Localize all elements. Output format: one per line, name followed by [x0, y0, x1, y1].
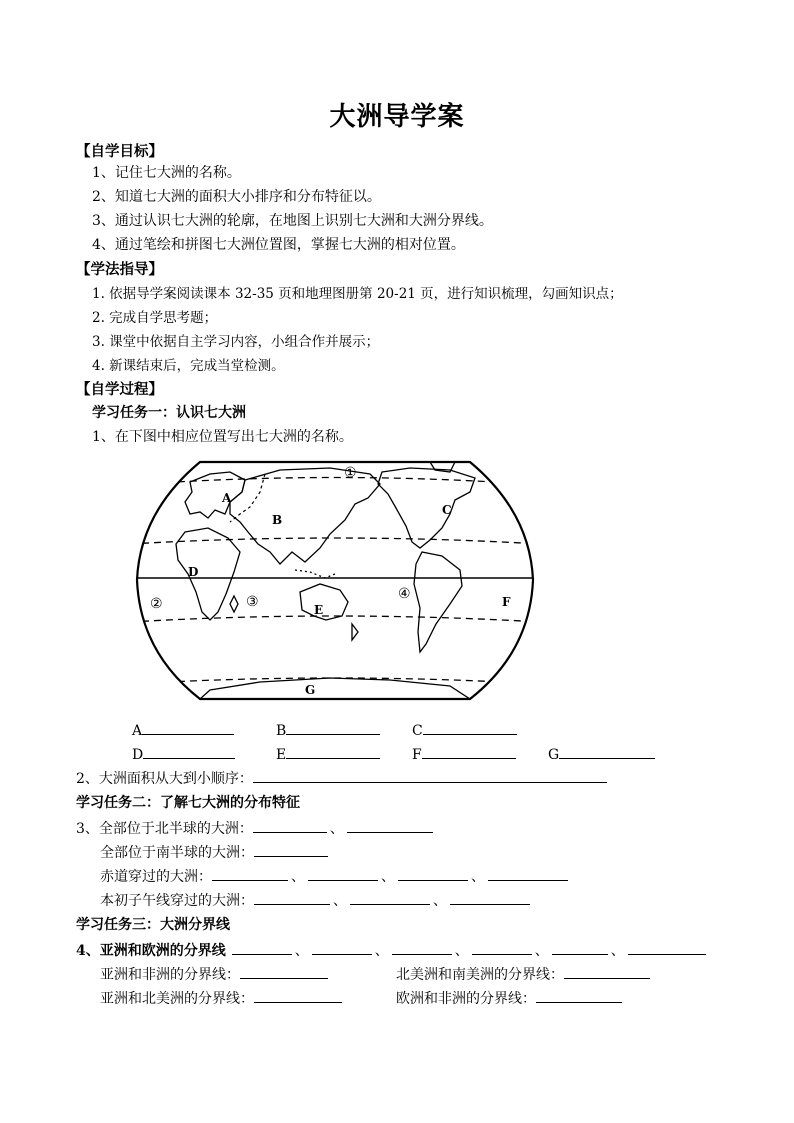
q2-blank[interactable]: [253, 768, 607, 783]
goal-item: 4、通过笔绘和拼图七大洲位置图，掌握七大洲的相对位置。: [92, 237, 465, 253]
goal-item: 2、知道七大洲的面积大小排序和分布特征以。: [92, 189, 381, 205]
q4-aa-blank[interactable]: [240, 964, 328, 979]
q3-eq-blank-3[interactable]: [398, 866, 468, 881]
q3-mer-blank-1[interactable]: [254, 890, 330, 905]
map-label-c: C: [442, 503, 452, 517]
answer-e: E: [276, 744, 380, 763]
q4-asia-na: 亚洲和北美洲的分界线：: [100, 988, 342, 1008]
world-map: [130, 452, 540, 710]
q3-south-blank[interactable]: [254, 842, 328, 857]
task3-title: 学习任务三：大洲分界线: [76, 917, 230, 933]
ocean-label-3: ③: [246, 594, 259, 610]
q3-north: 3、全部位于北半球的大洲： 、: [76, 818, 433, 838]
task1-question: 1、在下图中相应位置写出七大洲的名称。: [92, 429, 353, 445]
q4-ea-blank[interactable]: [536, 988, 622, 1003]
answer-a-blank[interactable]: [142, 720, 234, 735]
q4-ae-blank-5[interactable]: [552, 940, 608, 955]
map-label-a: A: [222, 491, 232, 505]
q3-eq-blank-4[interactable]: [488, 866, 568, 881]
q3-north-blank-1[interactable]: [253, 818, 327, 833]
ocean-label-4: ④: [398, 586, 411, 602]
q3-south: 全部位于南半球的大洲：: [100, 842, 328, 862]
q4-ae-blank-4[interactable]: [472, 940, 532, 955]
methods-heading: 【学法指导】: [76, 261, 163, 278]
answer-g: G: [548, 744, 655, 763]
q3-eq-blank-2[interactable]: [308, 866, 378, 881]
q4-ae-blank-6[interactable]: [628, 940, 706, 955]
answer-g-blank[interactable]: [559, 744, 655, 759]
q4-ae-blank-1[interactable]: [232, 940, 292, 955]
map-label-d: D: [188, 565, 199, 579]
q4-asia-africa: 亚洲和非洲的分界线：: [100, 964, 328, 984]
q4-ana-blank[interactable]: [254, 988, 342, 1003]
answer-b-blank[interactable]: [286, 720, 380, 735]
ocean-label-1: ①: [344, 465, 357, 481]
q2: 2、大洲面积从大到小顺序：: [76, 768, 607, 788]
method-item: 2. 完成自学思考题；: [92, 310, 218, 326]
answer-a: A: [132, 720, 234, 739]
method-item: 4. 新课结束后，完成当堂检测。: [92, 358, 285, 374]
method-item: 1. 依据导学案阅读课本 32-35 页和地理图册第 20-21 页，进行知识梳理，勾画知识点；: [92, 286, 623, 302]
map-label-f: F: [502, 595, 511, 609]
map-label-g: G: [305, 683, 316, 697]
answer-d: D: [132, 744, 235, 763]
ocean-label-2: ②: [150, 596, 163, 612]
process-heading: 【自学过程】: [76, 381, 163, 398]
q4-asia-europe: 4、亚洲和欧洲的分界线 、 、 、 、 、: [76, 940, 706, 960]
method-item: 3. 课堂中依据自主学习内容，小组合作并展示；: [92, 334, 380, 350]
answer-f: F: [412, 744, 516, 763]
q4-ae-blank-3[interactable]: [392, 940, 452, 955]
task1-title: 学习任务一：认识七大洲: [92, 405, 246, 421]
answer-c-blank[interactable]: [423, 720, 517, 735]
q3-mer-blank-2[interactable]: [350, 890, 430, 905]
q3-equator: 赤道穿过的大洲： 、 、 、: [100, 866, 568, 886]
q3-eq-blank-1[interactable]: [212, 866, 288, 881]
q3-meridian: 本初子午线穿过的大洲： 、 、: [100, 890, 530, 910]
goals-heading: 【自学目标】: [76, 143, 163, 160]
q4-nasa-blank[interactable]: [564, 964, 650, 979]
q3-mer-blank-3[interactable]: [450, 890, 530, 905]
goal-item: 1、记住七大洲的名称。: [92, 165, 241, 181]
map-label-b: B: [272, 513, 283, 527]
answer-d-blank[interactable]: [143, 744, 235, 759]
answer-b: B: [276, 720, 380, 739]
q3-north-blank-2[interactable]: [347, 818, 433, 833]
q4-europe-africa: 欧洲和非洲的分界线：: [396, 988, 622, 1008]
answer-f-blank[interactable]: [422, 744, 516, 759]
goal-item: 3、通过认识七大洲的轮廓，在地图上识别七大洲和大洲分界线。: [92, 213, 493, 229]
q4-na-sa: 北美洲和南美洲的分界线：: [396, 964, 650, 984]
q4-ae-blank-2[interactable]: [312, 940, 372, 955]
answer-c: C: [412, 720, 517, 739]
answer-e-blank[interactable]: [286, 744, 380, 759]
task2-title: 学习任务二：了解七大洲的分布特征: [76, 795, 300, 811]
map-label-e: E: [314, 603, 324, 617]
page-title: 大洲导学案: [329, 102, 465, 132]
